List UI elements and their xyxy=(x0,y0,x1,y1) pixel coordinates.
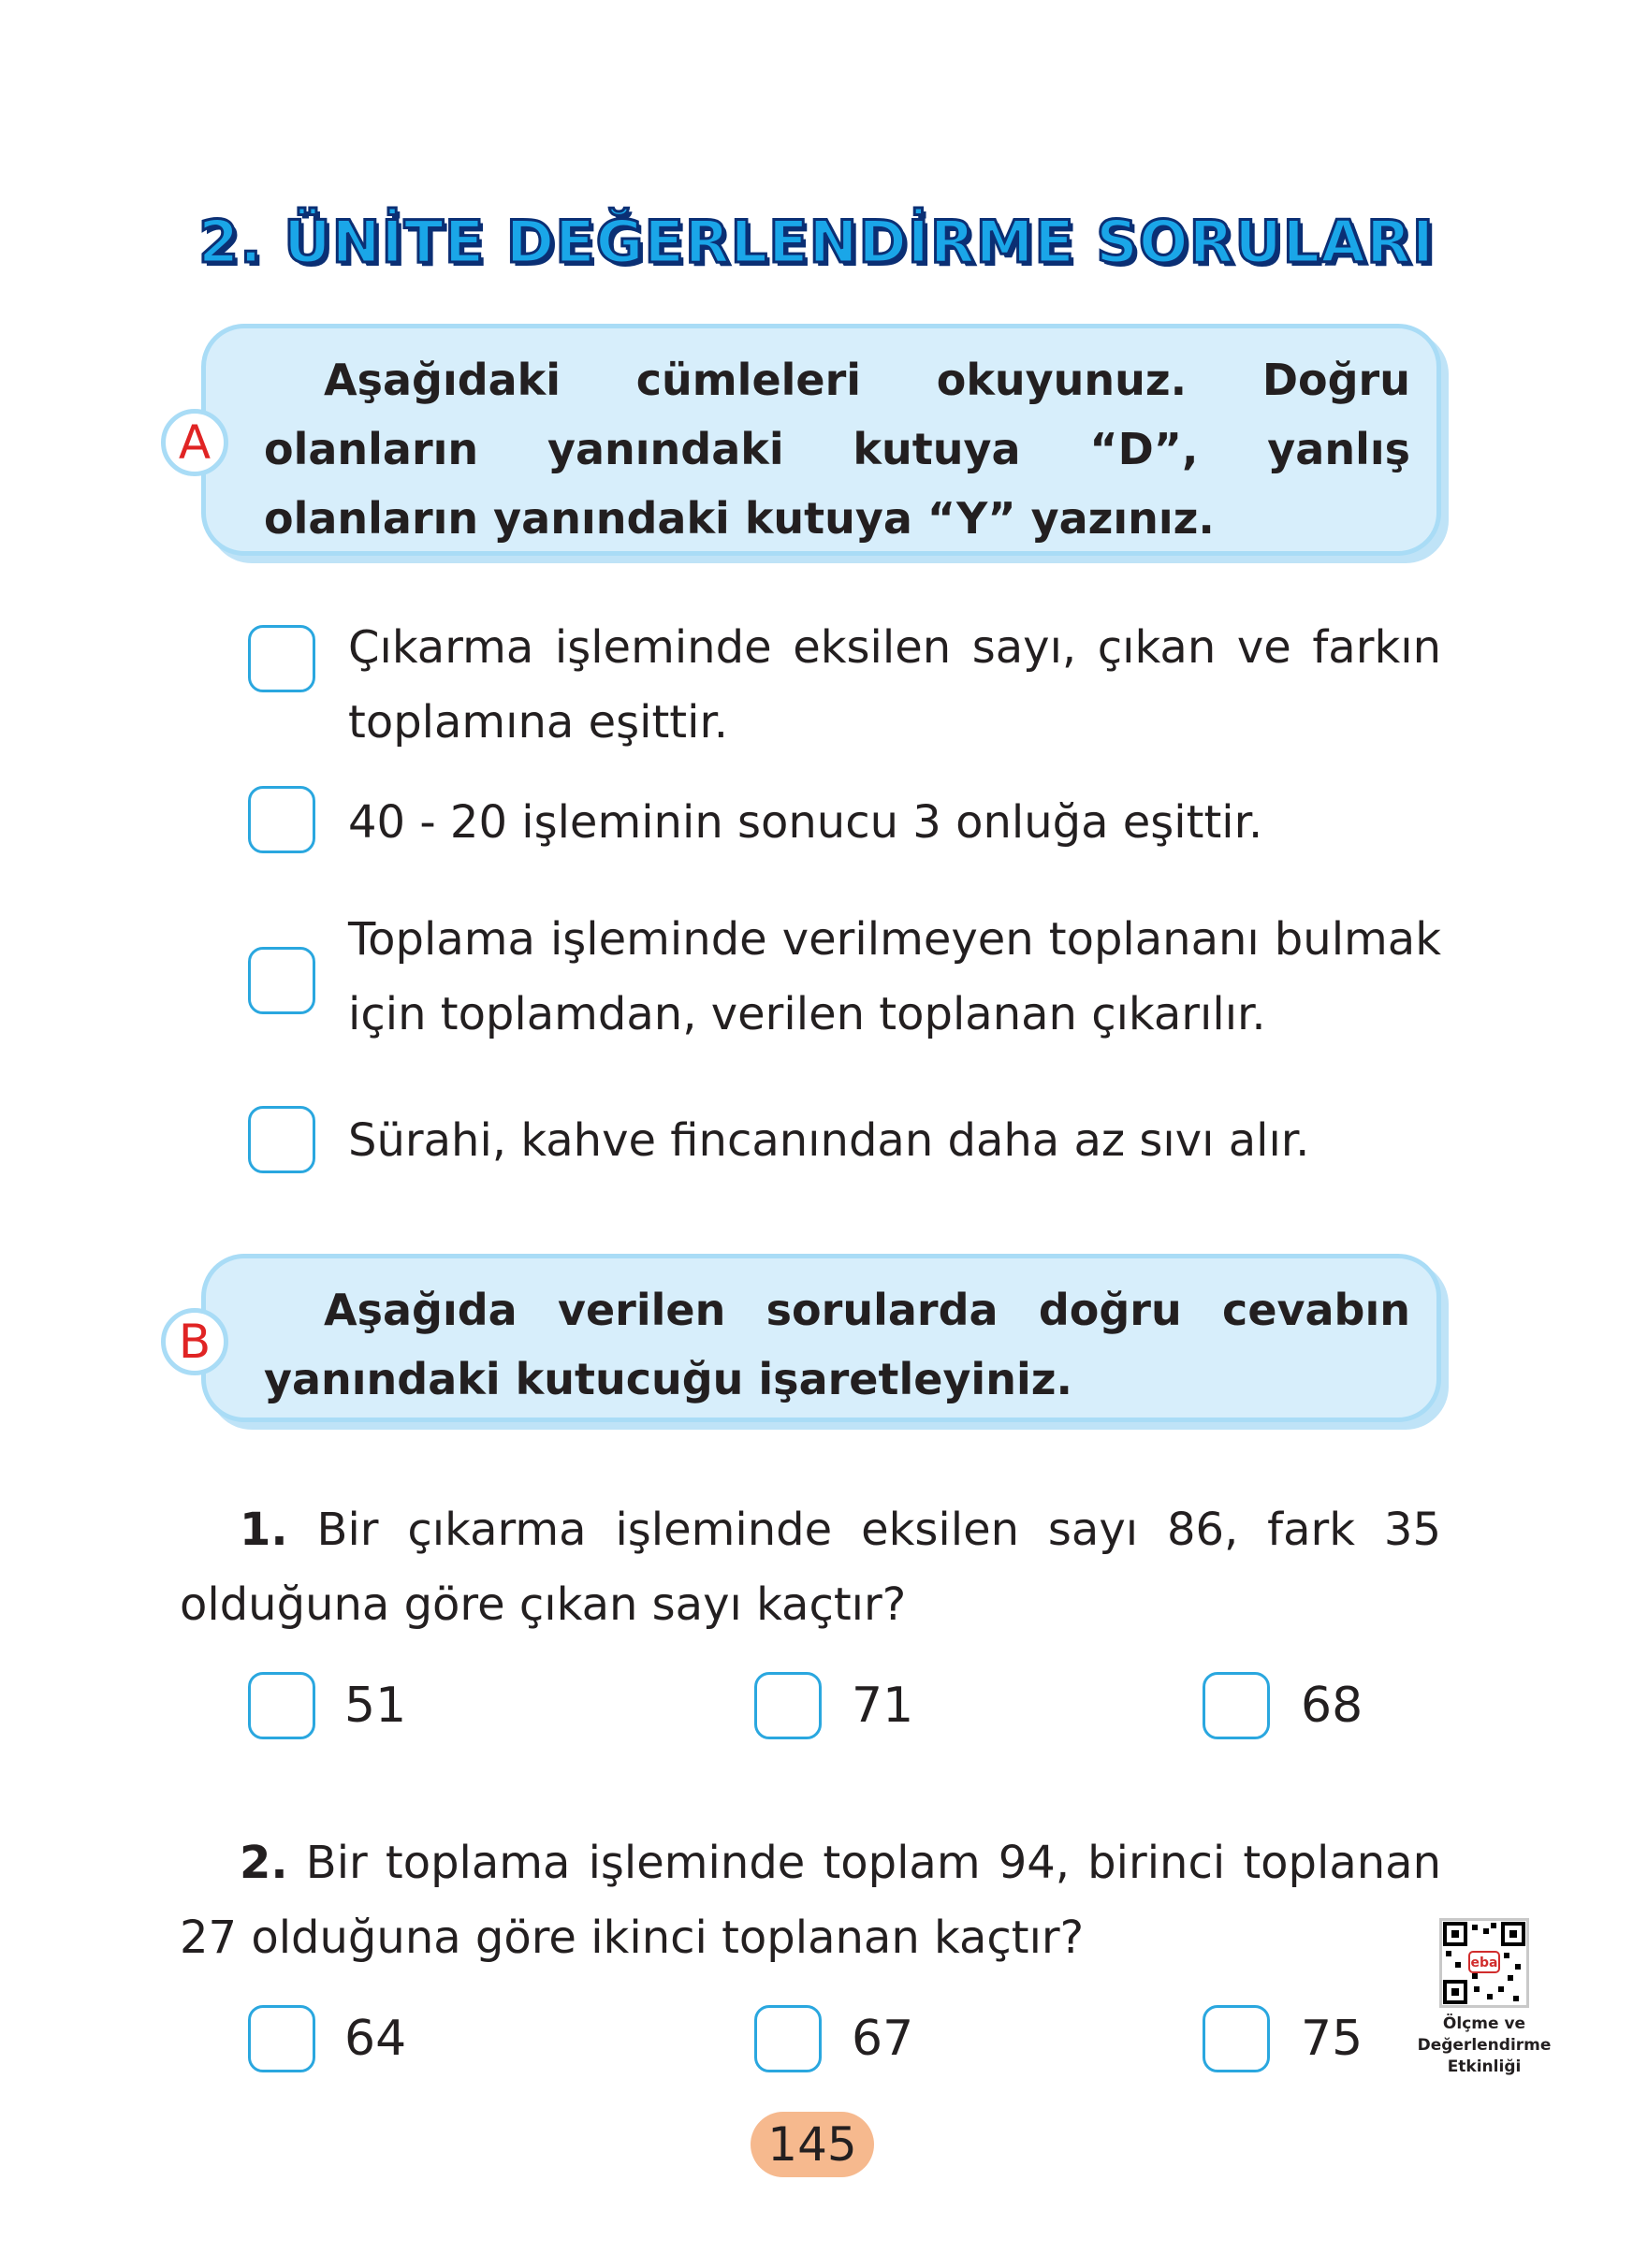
question-1-option-3-checkbox[interactable] xyxy=(1203,1672,1270,1739)
question-1-option-2-checkbox[interactable] xyxy=(754,1672,822,1739)
section-a-instruction xyxy=(201,324,1441,556)
page-title: 2. ÜNİTE DEĞERLENDİRME SORULARI xyxy=(197,208,1435,276)
question-1-option-1-checkbox[interactable] xyxy=(248,1672,315,1739)
statement-1-text: Çıkarma işleminde eksilen sayı, çıkan ve farkın toplamına eşittir. xyxy=(348,621,1441,749)
qr-logo-text: eba xyxy=(1470,1955,1498,1970)
qr-code-icon xyxy=(1442,1921,1526,2005)
question-1-option-3-label: 68 xyxy=(1301,1678,1363,1734)
question-2-text: Bir toplama işleminde toplam 94, birinci toplanan 27 olduğuna göre ikinci toplanan kaçtır? xyxy=(180,1837,1441,1964)
question-2-option-1-checkbox[interactable] xyxy=(248,2005,315,2072)
statement-3-text: Toplama işleminde verilmeyen toplananı bulmak için toplamdan, verilen toplanan çıkarılır. xyxy=(348,913,1441,1040)
qr-caption-line-2: Değerlendirme xyxy=(1417,2036,1552,2055)
qr-caption xyxy=(1404,2014,1565,2078)
question-2-option-2-checkbox[interactable] xyxy=(754,2005,822,2072)
question-2-option-3-checkbox[interactable] xyxy=(1203,2005,1270,2072)
section-b-instruction xyxy=(201,1254,1441,1422)
question-2-option-2-label: 67 xyxy=(852,2011,914,2067)
question-2-option-1-label: 64 xyxy=(344,2011,407,2067)
question-1-text: Bir çıkarma işleminde eksilen sayı 86, fark 35 olduğuna göre çıkan sayı kaçtır? xyxy=(180,1504,1441,1631)
question-2-number: 2. xyxy=(240,1837,288,1889)
statement-2-answer-box[interactable] xyxy=(248,786,315,853)
page-number: 145 xyxy=(751,2112,874,2177)
question-1 xyxy=(180,1492,1441,1642)
section-a-instruction-text: Aşağıdaki cümleleri okuyunuz. Doğru olanların yanındaki kutuya “D”, yanlış olanların yanındaki kutuya “Y” yazınız. xyxy=(264,355,1410,544)
qr-code[interactable] xyxy=(1439,1918,1529,2008)
section-a-badge: A xyxy=(161,409,228,476)
section-b-instruction-text: Aşağıda verilen sorularda doğru cevabın yanındaki kutucuğu işaretleyiniz. xyxy=(264,1285,1410,1404)
statement-2-text: 40 - 20 işleminin sonucu 3 onluğa eşittir. xyxy=(348,796,1263,849)
qr-caption-line-1: Ölçme ve xyxy=(1442,2014,1526,2033)
question-2-option-3-label: 75 xyxy=(1301,2011,1363,2067)
section-b-badge: B xyxy=(161,1308,228,1375)
question-1-option-1-label: 51 xyxy=(344,1678,407,1734)
question-1-number: 1. xyxy=(240,1504,288,1556)
statement-4-answer-box[interactable] xyxy=(248,1106,315,1173)
statement-1-answer-box[interactable] xyxy=(248,625,315,692)
statement-3-answer-box[interactable] xyxy=(248,947,315,1014)
question-2 xyxy=(180,1825,1441,1975)
question-1-option-2-label: 71 xyxy=(852,1678,914,1734)
statement-4-text: Sürahi, kahve fincanından daha az sıvı alır. xyxy=(348,1114,1310,1167)
qr-caption-line-3: Etkinliği xyxy=(1447,2057,1522,2076)
